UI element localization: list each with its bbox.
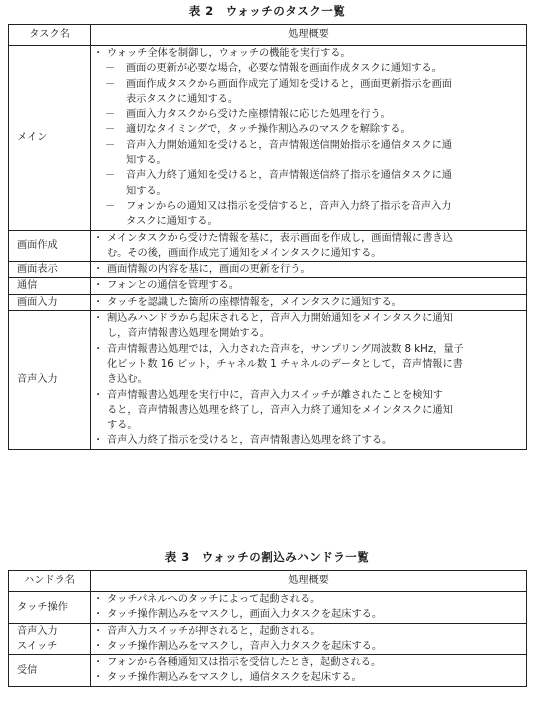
summary-line: む。その後，画面作成完了通知をメインタスクに通知する。 xyxy=(107,247,382,259)
summary-line: ・ フォンとの通信を管理する。 xyxy=(96,278,521,293)
row-summary-cell xyxy=(91,592,527,624)
summary-line: タスクに通知する。 xyxy=(126,216,218,228)
summary-line: き込む。 xyxy=(107,374,148,386)
column-header-summary: 処理概要 xyxy=(91,571,527,592)
row-name-cell xyxy=(9,262,91,278)
table-row xyxy=(9,230,527,262)
summary-line: ・ フォンから各種通知又は指示を受信したとき，起動される。 xyxy=(96,655,521,670)
summary-line: する。 xyxy=(107,420,138,432)
row-name: 画面表示 xyxy=(17,264,58,276)
summary-line: － 画面入力タスクから受けた座標情報に応じた処理を行う。 xyxy=(96,107,521,122)
summary-line: 知する。 xyxy=(126,155,167,167)
summary-line: － 音声入力終了通知を受けると，音声情報送信終了指示を通信タスクに通 xyxy=(96,168,521,183)
table-row xyxy=(9,592,527,624)
row-name: 受信 xyxy=(17,664,38,676)
summary-line: ・ 画面情報の内容を基に，画面の更新を行う。 xyxy=(96,262,521,277)
summary-line: ・ 音声情報書込処理では，入力された音声を，サンプリング周波数 8 kHz，量子 xyxy=(96,342,521,357)
row-name-cell xyxy=(9,655,91,687)
summary-line: ・ 音声入力スイッチが押されると，起動される。 xyxy=(96,624,521,639)
row-summary-cell xyxy=(91,655,527,687)
table-header-row xyxy=(9,25,527,46)
handler-table xyxy=(8,570,527,687)
row-summary-cell xyxy=(91,262,527,278)
row-name-cell xyxy=(9,278,91,294)
summary-line: ・ ウォッチ全体を制御し，ウォッチの機能を実行する。 xyxy=(96,46,521,61)
row-name: 音声入力 xyxy=(17,374,58,386)
table-row xyxy=(9,294,527,310)
summary-line: ・ タッチ操作割込みをマスクし，通信タスクを起床する。 xyxy=(96,670,521,685)
row-summary-cell xyxy=(91,46,527,231)
row-name-cell xyxy=(9,294,91,310)
task-table xyxy=(8,24,527,450)
row-name-cell xyxy=(9,592,91,624)
summary-line: ・ タッチ操作割込みをマスクし，画面入力タスクを起床する。 xyxy=(96,607,521,622)
summary-line: ・ メインタスクから受けた情報を基に，表示画面を作成し，画面情報に書き込 xyxy=(96,231,521,246)
row-name-cell xyxy=(9,46,91,231)
summary-line: ・ タッチを認識した箇所の座標情報を，メインタスクに通知する。 xyxy=(96,295,521,310)
summary-line: ・ 割込みハンドラから起床されると，音声入力開始通知をメインタスクに通知 xyxy=(96,311,521,326)
summary-line: － 適切なタイミングで，タッチ操作割込みのマスクを解除する。 xyxy=(96,122,521,137)
table3-caption: 表 3 ウォッチの割込みハンドラ一覧 xyxy=(164,550,370,564)
column-header-task-name: タスク名 xyxy=(9,25,91,46)
summary-line: 化ビット数 16 ビット，チャネル数 1 チャネルのデータとして，音声情報に書 xyxy=(107,358,463,370)
row-summary-cell xyxy=(91,294,527,310)
table-row xyxy=(9,262,527,278)
table-row xyxy=(9,311,527,450)
summary-line: ・ タッチパネルへのタッチによって起動される。 xyxy=(96,592,521,607)
row-summary-cell xyxy=(91,278,527,294)
table-header-row xyxy=(9,571,527,592)
row-name: 画面入力 xyxy=(17,296,58,308)
row-name: メイン xyxy=(17,132,48,144)
table-row xyxy=(9,623,527,655)
row-name: 通信 xyxy=(17,280,38,292)
table-row xyxy=(9,278,527,294)
summary-line: － フォンからの通知又は指示を受信すると，音声入力終了指示を音声入力 xyxy=(96,199,521,214)
summary-line: ・ 音声入力終了指示を受けると，音声情報書込処理を終了する。 xyxy=(96,433,521,448)
row-summary-cell xyxy=(91,623,527,655)
row-name-cell xyxy=(9,623,91,655)
column-header-handler-name: ハンドラ名 xyxy=(9,571,91,592)
row-name: スイッチ xyxy=(17,640,58,652)
row-name-cell xyxy=(9,230,91,262)
summary-line: 表示タスクに通知する。 xyxy=(126,93,239,105)
row-name-cell xyxy=(9,311,91,450)
row-name: 音声入力 xyxy=(17,625,58,637)
summary-line: － 音声入力開始通知を受けると，音声情報送信開始指示を通信タスクに通 xyxy=(96,138,521,153)
summary-line: ると，音声情報書込処理を終了し，音声入力終了通知をメインタスクに通知 xyxy=(107,404,453,416)
table2-caption: 表 2 ウォッチのタスク一覧 xyxy=(188,4,346,18)
summary-line: ・ タッチ操作割込みをマスクし，音声入力タスクを起床する。 xyxy=(96,639,521,654)
column-header-summary: 処理概要 xyxy=(91,25,527,46)
row-summary-cell xyxy=(91,311,527,450)
row-name: 画面作成 xyxy=(17,240,58,252)
table-row xyxy=(9,655,527,687)
summary-line: 知する。 xyxy=(126,185,167,197)
row-name: タッチ操作 xyxy=(17,601,68,613)
summary-line: － 画面の更新が必要な場合，必要な情報を画面作成タスクに通知する。 xyxy=(96,61,521,76)
summary-line: し，音声情報書込処理を開始する。 xyxy=(107,328,270,340)
row-summary-cell xyxy=(91,230,527,262)
table-row xyxy=(9,46,527,231)
summary-line: ・ 音声情報書込処理を実行中に，音声入力スイッチが離されたことを検知す xyxy=(96,388,521,403)
summary-line: － 画面作成タスクから画面作成完了通知を受けると，画面更新指示を画面 xyxy=(96,77,521,92)
